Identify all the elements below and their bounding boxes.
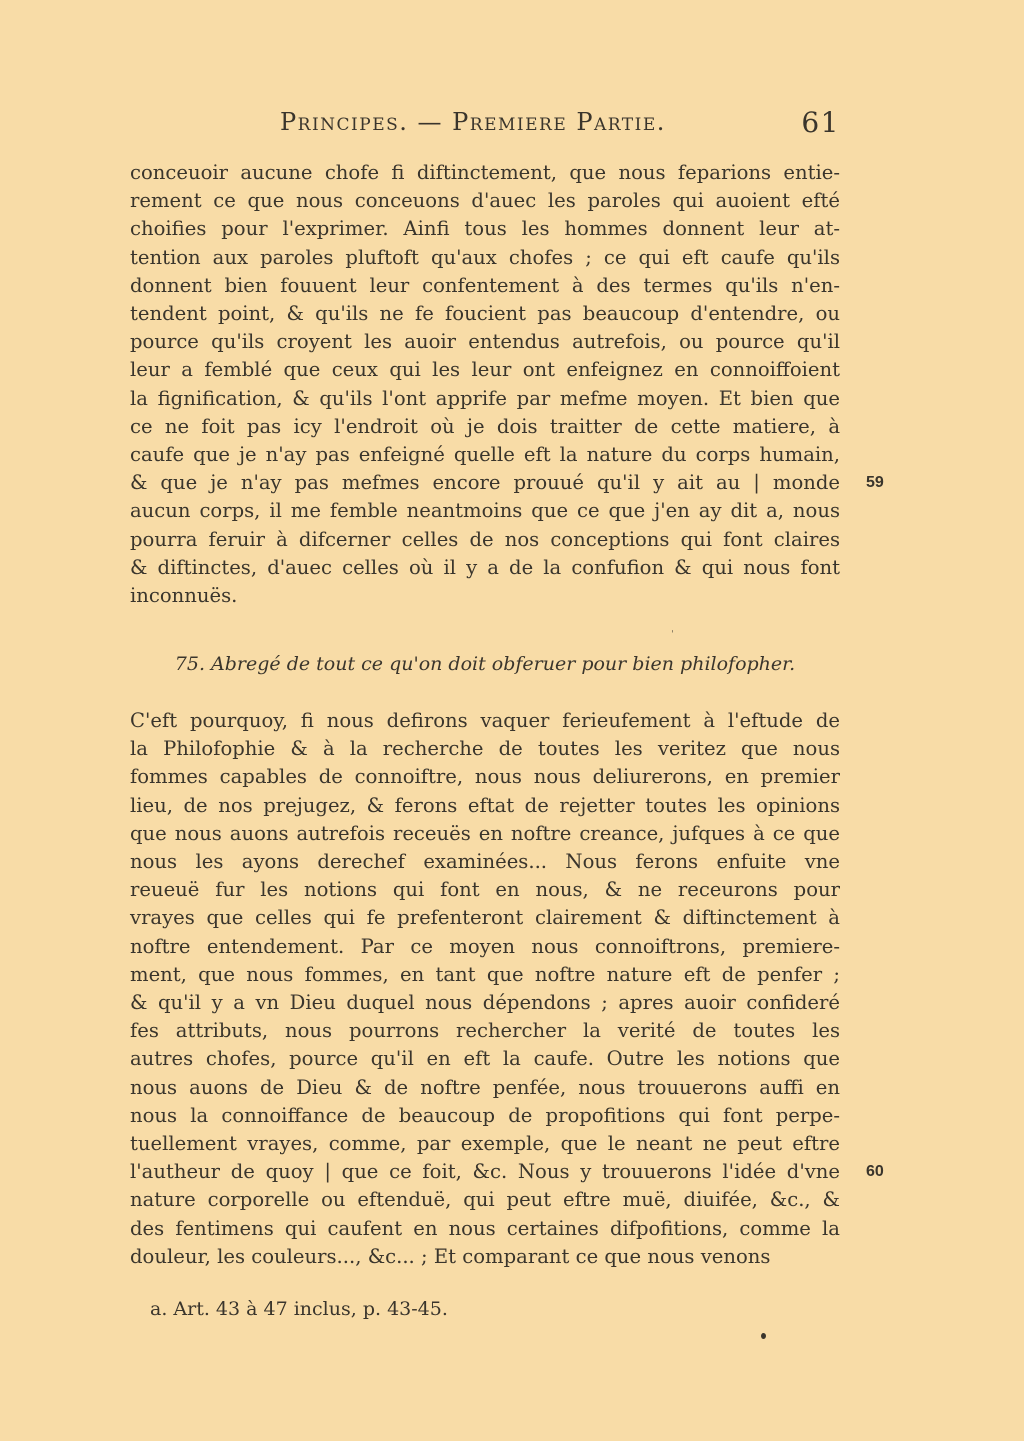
text-line: nous les ayons derechef examinées... Nous ferons enfuite vne (130, 850, 840, 874)
paragraph-1 (130, 159, 840, 610)
text-line: inconnuës. (130, 584, 238, 608)
text-line: conceuoir aucune chofe fi diftinctement, que nous feparions entie- (130, 161, 840, 184)
text-line: pource qu'ils croyent les auoir entendus autrefois, ou pource qu'il (130, 330, 840, 354)
ornament-mark: ˈ (671, 630, 674, 641)
text-line: la fignification, & qu'ils l'ont apprife par mefme moyen. Et bien que (130, 386, 840, 410)
page-number: 61 (801, 106, 840, 139)
text-line: aucun corps, il me femble neantmoins que ce que j'en ay dit a, nous (130, 499, 840, 523)
footnote: a. Art. 43 à 47 inclus, p. 43-45. (150, 1298, 448, 1320)
ink-dot (761, 1333, 766, 1339)
text-line: & diftinctes, d'auec celles où il y a de la confufion & qui nous font (130, 555, 840, 579)
text-line: choifies pour l'exprimer. Ainfi tous les hommes donnent leur at- (130, 217, 840, 241)
text-line: caufe que je n'ay pas enfeigné quelle eft la nature du corps humain, (130, 443, 840, 467)
text-line: fommes capables de connoiftre, nous nous deliurerons, en premier (130, 765, 840, 789)
text-line: C'eft pourquoy, fi nous defirons vaquer ferieufement à l'eftude de (130, 709, 840, 732)
text-line: & qu'il y a vn Dieu duquel nous dépendons ; apres auoir confideré (130, 991, 840, 1015)
text-line: vrayes que celles qui fe prefenteront clairement & diftinctement à (130, 906, 840, 930)
text-line: des fentimens qui caufent en nous certaines difpofitions, comme la (130, 1216, 840, 1240)
text-line: pourra feruir à difcerner celles de nos conceptions qui font claires (130, 527, 840, 551)
text-line: tendent point, & qu'ils ne fe foucient pas beaucoup d'entendre, ou (130, 302, 840, 326)
paragraph-2 (130, 707, 840, 1271)
margin-page-number: 60 (866, 1163, 884, 1180)
text-line: donnent bien fouuent leur confentement à des termes qu'ils n'en- (130, 273, 840, 297)
text-line: rement ce que nous conceuons d'auec les paroles qui auoient efté (130, 189, 840, 213)
text-line: nature corporelle ou eftenduë, qui peut eftre muë, diuifée, &c., & (130, 1188, 840, 1212)
text-line: tention aux paroles pluftoft qu'aux chofes ; ce qui eft caufe qu'ils (130, 245, 840, 269)
text-line: lieu, de nos prejugez, & ferons eftat de rejetter toutes les opinions (130, 793, 840, 817)
section-heading: 75. Abregé de tout ce qu'on doit obferuer pour bien philofopher. (174, 653, 796, 675)
text-line: ce ne foit pas icy l'endroit où je dois traitter de cette matiere, à (130, 414, 840, 438)
text-line: noftre entendement. Par ce moyen nous connoiftrons, premiere- (130, 934, 840, 958)
text-line: que nous auons autrefois receuës en noftre creance, jufques à ce que (130, 821, 840, 845)
text-line: ment, que nous fommes, en tant que noftre nature eft de penfer ; (130, 962, 840, 986)
text-line: la Philofophie & à la recherche de toutes les veritez que nous (130, 737, 840, 761)
running-head-title: Principes. — Premiere Partie. (280, 108, 666, 136)
text-line: leur a femblé que ceux qui les leur ont enfeignez en connoiffoient (130, 358, 840, 382)
text-line: nous la connoiffance de beaucoup de propofitions qui font perpe- (130, 1103, 840, 1127)
text-line: douleur, les couleurs..., &c... ; Et comparant ce que nous venons (130, 1244, 771, 1268)
text-line: fes attributs, nous pourrons rechercher la verité de toutes les (130, 1019, 840, 1043)
text-line: & que je n'ay pas mefmes encore prouué qu'il y ait au | monde (130, 471, 840, 495)
text-line: nous auons de Dieu & de noftre penfée, nous trouuerons auffi en (130, 1075, 840, 1099)
margin-page-number: 59 (866, 474, 884, 491)
running-head (280, 106, 840, 139)
text-line: autres chofes, pource qu'il en eft la caufe. Outre les notions que (130, 1047, 840, 1071)
text-line: l'autheur de quoy | que ce foit, &c. Nous y trouuerons l'idée d'vne (130, 1160, 840, 1184)
text-line: tuellement vrayes, comme, par exemple, que le neant ne peut eftre (130, 1132, 840, 1156)
text-line: reueuë fur les notions qui font en nous, & ne receurons pour (130, 878, 840, 902)
